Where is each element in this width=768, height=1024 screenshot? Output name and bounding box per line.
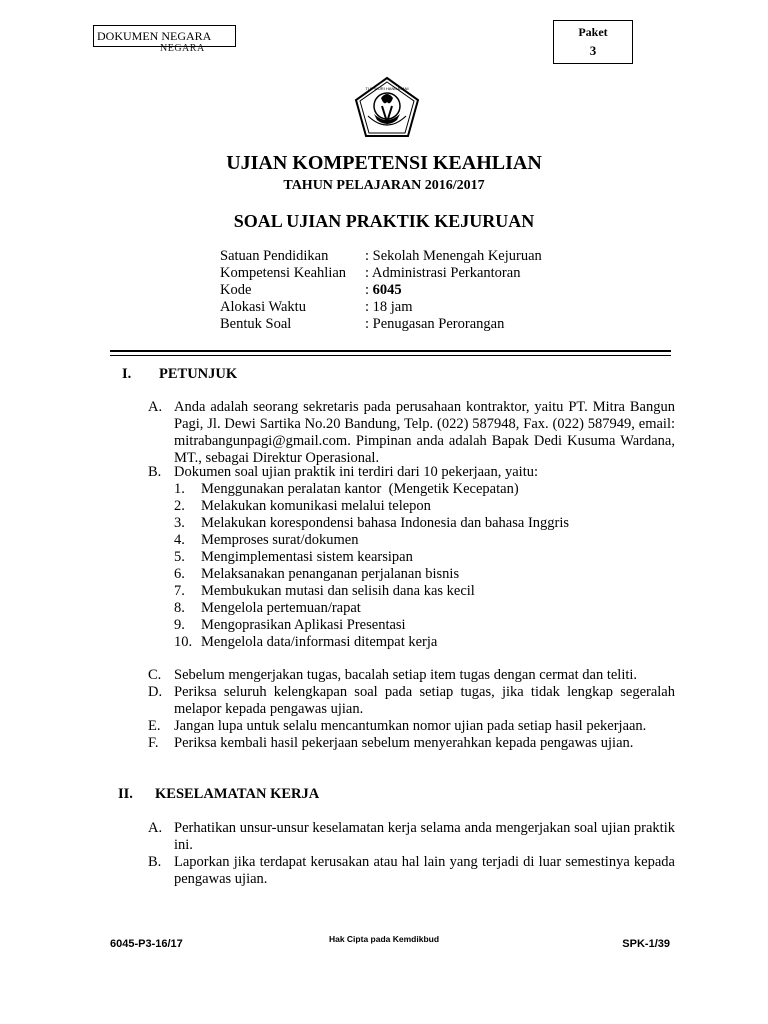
info-key: Satuan Pendidikan [220,248,329,264]
document-classification-box [93,25,236,54]
safety-list [148,820,675,888]
list-item [148,684,675,718]
tut-wuri-handayani-logo-icon [352,76,422,140]
task-item [174,617,675,634]
task-item [174,600,675,617]
footer-document-code: 6045-P3-16/17 [110,938,183,950]
list-text: Dokumen soal ujian praktik ini terdiri dari 10 pekerjaan, yaitu: [174,464,539,480]
list-marker: A. [148,399,163,415]
list-marker: A. [148,820,163,836]
info-code-value: 6045 [372,282,402,298]
info-value: : Sekolah Menengah Kejuruan [365,248,542,264]
task-text: Memproses surat/dokumen [201,532,359,548]
task-text: Menggunakan peralatan kantor (Mengetik Kecepatan) [201,481,519,497]
task-item [174,481,675,498]
task-item [174,566,675,583]
list-text: Laporkan jika terdapat kerusakan atau hal lain yang terjadi di luar semestinya kepada pengawas ujian. [174,854,675,887]
list-text: Anda adalah seorang sekretaris pada perusahaan kontraktor, yaitu PT. Mitra Bangun Pagi, Jl. Dewi Sartika No.20 Bandung, Telp. (022) 587948, Fax. (022) 587949, email: mitrabangunpagi@gmail.com. Pimpinan anda adalah Bapak Dedi Kusuma Wardana, MT., sebagai Direktur Operasional. [174,399,675,466]
paket-box [553,20,633,64]
task-item [174,549,675,566]
doc-classification-label: DOKUMEN NEGARA [97,29,212,43]
info-value-prefix: : [365,282,373,298]
task-number: 7. [174,583,185,599]
task-text: Melakukan korespondensi bahasa Indonesia dan bahasa Inggris [201,515,570,531]
list-item [148,718,675,735]
task-text: Membukukan mutasi dan selisih dana kas kecil [201,583,475,599]
task-number: 3. [174,515,185,531]
info-value: : Penugasan Perorangan [365,316,505,332]
list-text: Periksa seluruh kelengkapan soal pada setiap tugas, jika tidak lengkap segeralah melapor kepada pengawas ujian. [174,684,675,717]
section-heading-keselamatan-kerja [118,786,319,803]
task-text: Melaksanakan penanganan perjalanan bisnis [201,566,460,582]
divider-thick [110,350,671,352]
list-text: Jangan lupa untuk selalu mencantumkan nomor ujian pada setiap hasil pekerjaan. [174,718,647,734]
section-number: II. [118,786,133,802]
info-key: Bentuk Soal [220,316,292,332]
task-number: 9. [174,617,185,633]
page-title: UJIAN KOMPETENSI KEAHLIAN [226,152,542,174]
task-item [174,498,675,515]
list-marker: F. [148,735,159,751]
info-row [220,316,542,333]
footer-page-number: SPK-1/39 [622,938,670,950]
list-marker: B. [148,854,162,870]
task-text: Melakukan komunikasi melalui telepon [201,498,431,514]
exam-subtitle: SOAL UJIAN PRAKTIK KEJURUAN [233,211,535,231]
list-item [148,820,675,854]
doc-classification-ghost-text: NEGARA [160,43,205,54]
instruction-list-c-f [148,667,675,752]
paket-number: 3 [589,43,597,58]
list-item [148,854,675,888]
info-key: Kompetensi Keahlian [220,265,347,281]
task-text: Mengelola data/informasi ditempat kerja [201,634,438,650]
task-item [174,583,675,600]
section-heading-petunjuk [122,366,237,383]
paket-label: Paket [578,25,608,39]
task-number: 4. [174,532,185,548]
task-number: 1. [174,481,185,497]
info-value: : 18 jam [365,299,413,315]
list-item [148,464,675,481]
divider-thin [110,355,671,356]
list-text: Perhatikan unsur-unsur keselamatan kerja selama anda mengerjakan soal ujian praktik ini. [174,820,675,853]
logo-motto: TUT WURI HANDAYANI [365,86,409,91]
task-text: Mengoprasikan Aplikasi Presentasi [201,617,406,633]
section-title: KESELAMATAN KERJA [155,786,320,802]
info-row [220,265,542,282]
list-text: Sebelum mengerjakan tugas, bacalah setiap item tugas dengan cermat dan teliti. [174,667,638,683]
list-item [148,735,675,752]
task-number: 2. [174,498,185,514]
info-key: Alokasi Waktu [220,299,306,315]
info-key: Kode [220,282,252,298]
task-item [174,532,675,549]
section-number: I. [122,366,132,382]
list-marker: E. [148,718,161,734]
task-text: Mengimplementasi sistem kearsipan [201,549,413,565]
task-number: 5. [174,549,185,565]
info-row [220,282,542,299]
list-marker: D. [148,684,163,700]
instruction-list-b [148,464,675,651]
academic-year: TAHUN PELAJARAN 2016/2017 [283,178,485,193]
task-item [174,515,675,532]
section-title: PETUNJUK [159,366,238,382]
task-number: 6. [174,566,185,582]
exam-info-block [220,248,542,333]
footer-copyright: Hak Cipta pada Kemdikbud [328,934,440,944]
task-number: 8. [174,600,185,616]
list-marker: B. [148,464,162,480]
info-value: : Administrasi Perkantoran [365,265,521,281]
task-number: 10. [174,634,193,650]
list-item [148,667,675,684]
info-row [220,299,542,316]
instruction-list-a [148,399,675,467]
task-list [148,481,675,651]
task-item [174,634,675,651]
list-text: Periksa kembali hasil pekerjaan sebelum menyerahkan kepada pengawas ujian. [174,735,634,751]
list-marker: C. [148,667,162,683]
task-text: Mengelola pertemuan/rapat [201,600,361,616]
info-row [220,248,542,265]
list-item [148,399,675,467]
